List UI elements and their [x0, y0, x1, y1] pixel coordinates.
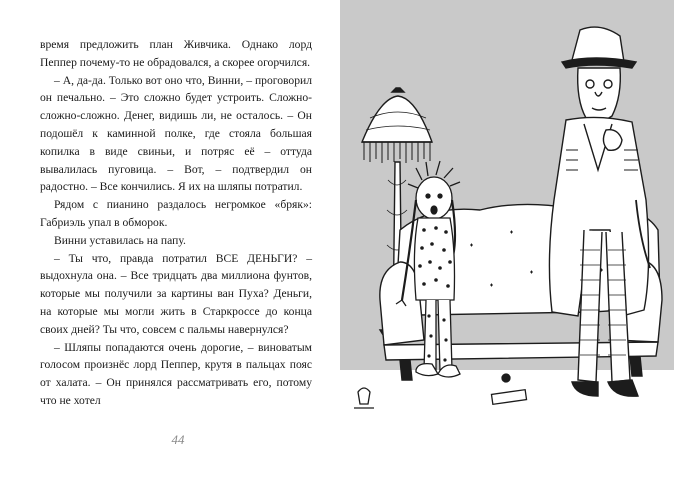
illustration-drawing	[340, 0, 674, 485]
page-number: 44	[171, 432, 185, 447]
paragraph: – А, да-да. Только вот оно что, Винни, – проговорил он печально. – Это сложно будет устроить. Сложно-сложно-сложно. Денег, видишь ли, не осталось. – Он подошёл к каминной полке, где стояла большая копилка в виде свиньи, и потряс её – оттуда вывалилась пуговица. – Вот, – подтвердил он радостно. – Все кончились. Я их на шляпы потратил.	[40, 73, 312, 194]
paragraph: Винни уставилась на папу.	[54, 233, 186, 247]
paragraph: – Ты что, правда потратил ВСЕ ДЕНЬГИ? – выдохнула она. – Все тридцать два миллиона фунтов, которые мы получили за картины ван Пуха? Деньги, на которые мы могли жить в Старкроссе до конца своих дней? Ты что, совсем с пальмы навернулся?	[40, 251, 312, 336]
text-page	[40, 36, 312, 410]
paragraph: – Шляпы попадаются очень дорогие, – виноватым голосом произнёс лорд Пеппер, крутя в пальцах пояс от халата. – Он принялся рассматривать его, потому что не хотел	[40, 340, 312, 407]
paragraph: время предложить план Живчика. Однако лорд Пеппер почему-то не обрадовался, а скорее огорчился.	[40, 38, 312, 69]
illustration	[340, 0, 674, 485]
paragraph: Рядом с пианино раздалось негромкое «бряк»: Габриэль упал в обморок.	[40, 198, 312, 229]
